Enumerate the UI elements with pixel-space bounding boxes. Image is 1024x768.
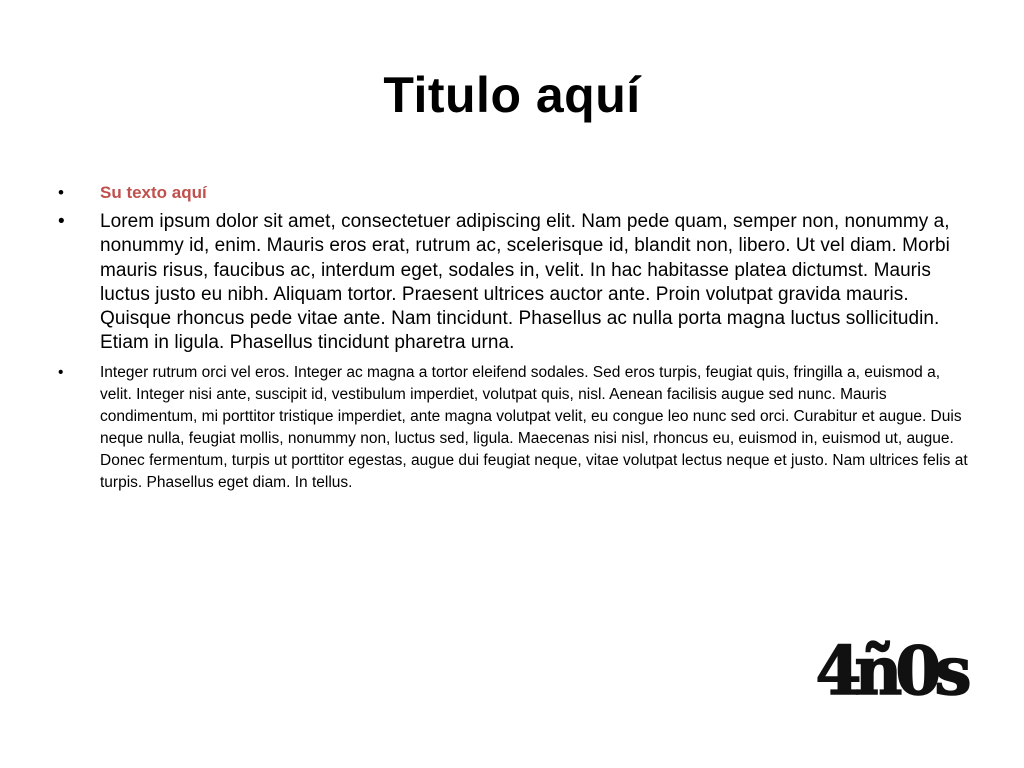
bullet-text-highlight: Su texto aquí bbox=[100, 183, 207, 202]
logo bbox=[806, 636, 974, 700]
bullet-item-highlight bbox=[58, 180, 968, 206]
bullet-text-paragraph-1: Lorem ipsum dolor sit amet, consectetuer adipiscing elit. Nam pede quam, semper non, nonummy a, nonummy id, enim. Mauris eros erat, rutrum ac, scelerisque id, blandit non, libero. Ut vel diam. Morbi mauris risus, faucibus ac, interdum eget, sodales in, velit. In hac habitasse platea dictumst. Mauris luctus justo eu nibh. Aliquam tortor. Praesent ultrices auctor ante. Proin volutpat gravida mauris. Quisque rhoncus pede vitae ante. Nam tincidunt. Phasellus ac nulla porta magna luctus sollicitudin. Etiam in ligula. Phasellus tincidunt pharetra urna. bbox=[100, 211, 950, 354]
bullet-marker: • bbox=[58, 183, 64, 202]
bullet-item-paragraph-1 bbox=[58, 210, 968, 356]
bullet-item-paragraph-2 bbox=[58, 362, 968, 494]
slide-title: Titulo aquí bbox=[383, 67, 641, 123]
bullet-marker: • bbox=[58, 211, 65, 232]
bullet-text-paragraph-2: Integer rutrum orci vel eros. Integer ac magna a tortor eleifend sodales. Sed eros turpis, feugiat quis, fringilla a, euismod a, velit. Integer nisi ante, suscipit id, vestibulum imperdiet, volutpat quis, nisl. Aenean facilisis augue sed nunc. Mauris condimentum, mi porttitor tristique imperdiet, ante magna volutpat velit, eu congue leo nunc sed orci. Curabitur et augue. Duis neque nulla, feugiat mollis, nonummy non, luctus sed, ligula. Maecenas nisi nisl, rhoncus eu, euismod in, euismod ut, augue. Donec fermentum, turpis ut porttitor egestas, augue dui feugiat neque, vitae volutpat lectus neque et justo. Nam ultrices felis at turpis. Phasellus eget diam. In tellus. bbox=[100, 363, 968, 491]
bullet-list bbox=[58, 180, 968, 494]
bullet-marker: • bbox=[58, 363, 64, 381]
logo-text: 4ñ0s bbox=[815, 636, 965, 700]
